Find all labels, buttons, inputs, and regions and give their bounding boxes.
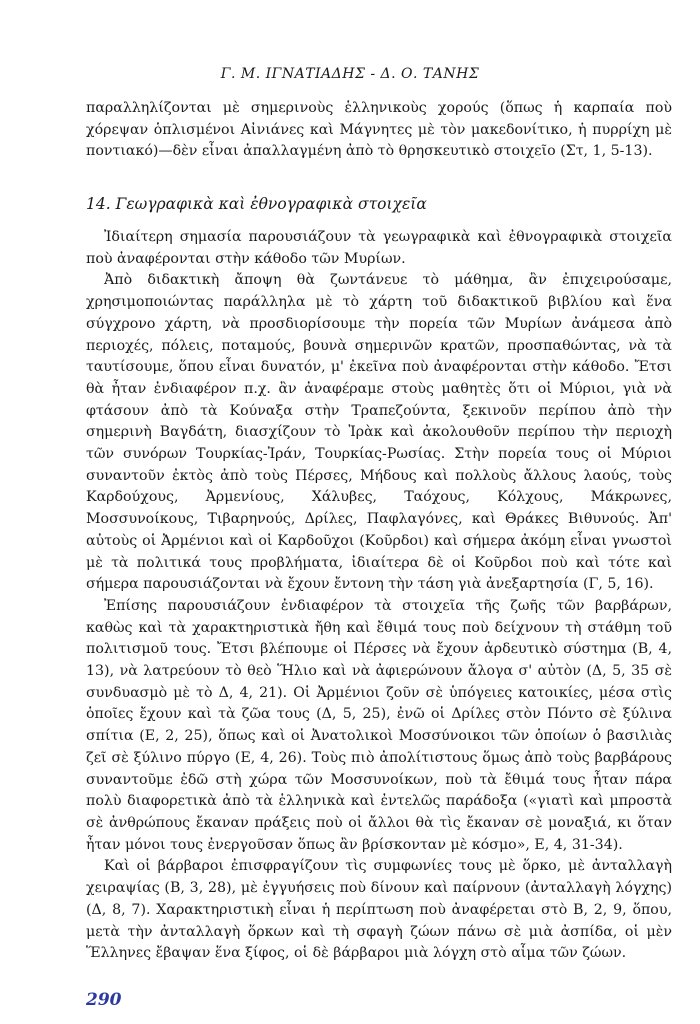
page-number: 290 [86, 990, 122, 1010]
running-header: Γ. Μ. ΙΓΝΑΤΙΑΔΗΣ - Δ. Ο. ΤΑΝΗΣ [220, 66, 480, 82]
body-paragraph: Καὶ οἱ βάρβαροι ἐπισφραγίζουν τὶς συμφωνίες τους μὲ ὅρκο, μὲ ἀνταλλαγὴ χειραψίας (Β, 3, 28), μὲ ἐγγυήσεις ποὺ δίνουν καὶ παίρνουν (ἀνταλλαγὴ λόγχης) (Δ, 8, 7). Χαρακτηριστικὴ εἶναι ἡ περίπτωση ποὺ ἀναφέρεται στὸ Β, 2, 9, ὅπου, μετὰ τὴν ἀνταλλαγὴ ὅρκων καὶ τὴ σφαγὴ ζώων πάνω σὲ μιὰ ἀσπίδα, οἱ μὲν Ἕλληνες ἔβαψαν ἕνα ξίφος, οἱ δὲ βάρβαροι μιὰ λόγχη στὸ αἷμα τῶν ζώων. [86, 858, 672, 962]
section-heading: 14. Γεωγραφικὰ καὶ ἐθνογραφικὰ στοιχεῖα [86, 195, 427, 213]
body-paragraph: Ἰδιαίτερη σημασία παρουσιάζουν τὰ γεωγραφικὰ καὶ ἐθνογραφικὰ στοιχεῖα ποὺ ἀναφέρονται στὴν κάθοδο τῶν Μυρίων. [86, 229, 672, 267]
section-body [86, 227, 672, 965]
body-paragraph: Ἀπὸ διδακτικὴ ἄποψη θὰ ζωντάνευε τὸ μάθημα, ἂν ἐπιχειρούσαμε, χρησιμοποιώντας παράλληλα μὲ τὸ χάρτη τοῦ διδακτικοῦ βιβλίου καὶ ἕνα σύγχρονο χάρτη, νὰ προσδιορίσουμε τὴν πορεία τῶν Μυρίων ἀνάμεσα ἀπὸ περιοχές, πόλεις, ποταμούς, βουνὰ σημερινῶν κρατῶν, προσπαθώντας, νὰ τὰ ταυτίσουμε, ὅπου εἶναι δυνατόν, μ' ἐκεῖνα ποὺ ἀναφέρονται στὴν κάθοδο. Ἔτσι θὰ ἦταν ἐνδιαφέρον π.χ. ἂν ἀναφέραμε στοὺς μαθητὲς ὅτι οἱ Μύριοι, γιὰ νὰ φτάσουν ἀπὸ τὰ Κούναξα στὴν Τραπεζούντα, ξεκινοῦν περίπου ἀπὸ τὴν σημερινὴ Βαγδάτη, διασχίζουν τὸ Ἰρὰκ καὶ ἀκολουθοῦν περίπου τὴν περιοχὴ τῶν συνόρων Τουρκίας-Ἰράν, Τουρκίας-Ρωσίας. Στὴν πορεία τους οἱ Μύριοι συναντοῦν ἐκτὸς ἀπὸ τοὺς Πέρσες, Μήδους καὶ πολλοὺς ἄλλους λαούς, τοὺς Καρδούχους, Ἀρμενίους, Χάλυβες, Ταόχους, Κόλχους, Μάκρωνες, Μοσσυνοίκους, Τιβαρηνούς, Δρίλες, Παφλαγόνες, καὶ Θράκες Βιθυνούς. Ἀπ' αὐτοὺς οἱ Ἀρμένιοι καὶ οἱ Καρδοῦχοι (Κοῦρδοι) καὶ σήμερα ἀκόμη εἶναι γνωστοὶ μὲ τὰ πολιτικά τους προβλήματα, ἰδιαίτερα δὲ οἱ Κοῦρδοι ποὺ καὶ τότε καὶ σήμερα παρουσιάζονται νὰ ἔχουν ἔντονη τὴν τάση γιὰ ἀνεξαρτησία (Γ, 5, 16). [86, 272, 672, 593]
body-paragraph: Ἐπίσης παρουσιάζουν ἐνδιαφέρον τὰ στοιχεῖα τῆς ζωῆς τῶν βαρβάρων, καθὼς καὶ τὰ χαρακτηριστικὰ ἤθη καὶ ἔθιμά τους ποὺ δείχνουν τὴ στάθμη τοῦ πολιτισμοῦ τους. Ἔτσι βλέπουμε οἱ Πέρσες νὰ ἔχουν ἀρδευτικὸ σύστημα (Β, 4, 13), νὰ λατρεύουν τὸ θεὸ Ἥλιο καὶ νὰ ἀφιερώνουν ἄλογα σ' αὐτὸν (Δ, 5, 35 σὲ συνδυασμὸ μὲ τὸ Δ, 4, 21). Οἱ Ἀρμένιοι ζοῦν σὲ ὑπόγειες κατοικίες, μέσα στὶς ὁποῖες ἔχουν καὶ τὰ ζῶα τους (Δ, 5, 25), ἐνῶ οἱ Δρίλες στὸν Πόντο σὲ ξύλινα σπίτια (Ε, 2, 25), ὅπως καὶ οἱ Ἀνατολικοὶ Μοσσύνοικοι τῶν ὁποίων ὁ βασιλιὰς ζεῖ σὲ ξύλινο πύργο (Ε, 4, 26). Τοὺς πιὸ ἀπολίτιστους ὅμως ἀπὸ τοὺς βαρβάρους συναντοῦμε ἐδῶ στὴ χώρα τῶν Μοσσυνοίκων, ποὺ τὰ ἔθιμά τους ἦταν πάρα πολὺ διαφορετικὰ ἀπὸ τὰ ἑλληνικὰ καὶ ἐντελῶς παράδοξα («γιατὶ καὶ μπροστὰ σὲ ἀνθρώπους ἔκαναν πράξεις ποὺ οἱ ἄλλοι θὰ τὶς ἔκαναν σὲ μοναξιά, κι ὅταν ἦταν μόνοι τους ἐνεργοῦσαν ὅπως ἂν βρίσκονταν μὲ κόσμο», Ε, 4, 31-34). [86, 597, 672, 853]
intro-paragraph: παραλληλίζονται μὲ σημερινοὺς ἑλληνικοὺς χορούς (ὅπως ἡ καρπαία ποὺ χόρεψαν ὁπλισμένοι Αἰνιάνες καὶ Μάγνητες μὲ τὸν μακεδονίτικο, ἡ πυρρίχη μὲ ποντιακό)—δὲν εἶναι ἀπαλλαγμένη ἀπὸ τὸ θρησκευτικὸ στοιχεῖο (Στ, 1, 5-13). [86, 100, 672, 160]
